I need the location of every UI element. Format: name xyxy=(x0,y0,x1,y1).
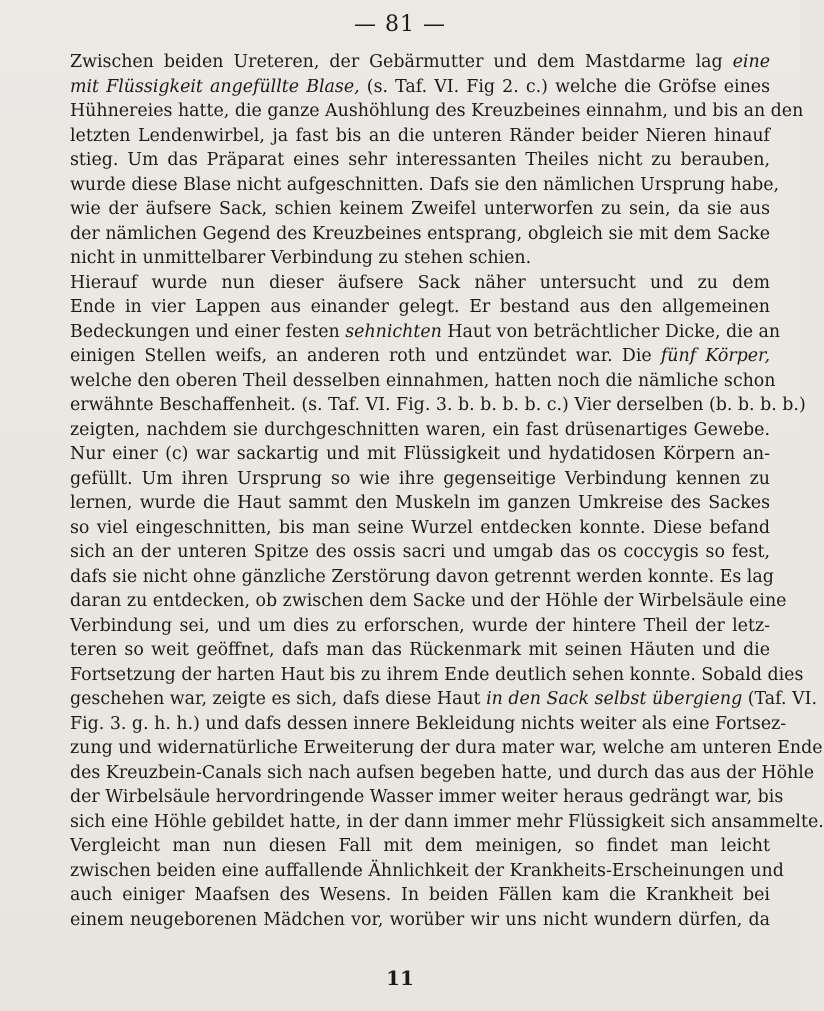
text-line: sich eine Höhle gebildet hatte, in der dann immer mehr Flüssigkeit sich ansammelte. xyxy=(70,811,824,832)
text-line: wie der äufsere Sack, schien keinem Zweifel unterworfen zu sein, da sie aus xyxy=(70,199,770,219)
text-line: einem neugeborenen Mädchen vor, worüber wir uns nicht wundern dürfen, da xyxy=(70,909,770,930)
text-line: Hühnereies hatte, die ganze Aushöhlung des Kreuzbeines einnahm, und bis an den xyxy=(70,101,804,121)
paragraph-3 xyxy=(52,834,784,932)
text-line: gefüllt. Um ihren Ursprung so wie ihre gegenseitige Verbindung kennen zu xyxy=(70,468,770,489)
text-line: des Kreuzbein-Canals sich nach aufsen begeben hatte, und durch das aus der Höhle xyxy=(70,762,815,783)
text-line: so viel eingeschnitten, bis man seine Wurzel entdecken konnte. Diese befand xyxy=(70,517,770,538)
text-line: wurde diese Blase nicht aufgeschnitten. Dafs sie den nämlichen Ursprung habe, xyxy=(70,174,780,195)
text-line: welche den oberen Theil desselben einnahmen, hatten noch die nämliche schon xyxy=(70,370,776,391)
text-line: einigen Stellen weifs, an anderen roth und entzündet war. Die fünf Körper, xyxy=(70,346,770,366)
text-line: Bedeckungen und einer festen sehnichten Haut von beträchtlicher Dicke, die an xyxy=(70,321,781,342)
text-line: Nur einer (c) war sackartig und mit Flüssigkeit und hydatidosen Körpern an- xyxy=(70,444,770,464)
text-line: dafs sie nicht ohne gänzliche Zerstörung davon getrennt werden konnte. Es lag xyxy=(70,566,774,587)
text-line: zeigten, nachdem sie durchgeschnitten waren, ein fast drüsenartiges Gewebe. xyxy=(70,419,770,440)
text-line: Vergleicht man nun diesen Fall mit dem meinigen, so findet man leicht xyxy=(70,836,770,856)
text-line: Fortsetzung der harten Haut bis zu ihrem Ende deutlich sehen konnte. Sobald dies xyxy=(70,664,804,685)
text-line: der nämlichen Gegend des Kreuzbeines entsprang, obgleich sie mit dem Sacke xyxy=(70,223,770,244)
text-line: Fig. 3. g. h. h.) und dafs dessen innere Bekleidung nichts weiter als eine Fortsez- xyxy=(70,713,787,734)
text-line: daran zu entdecken, ob zwischen dem Sacke und der Höhle der Wirbelsäule eine xyxy=(70,591,787,611)
text-line: teren so weit geöffnet, dafs man das Rückenmark mit seinen Häuten und die xyxy=(70,640,770,660)
text-line: erwähnte Beschaffenheit. (s. Taf. VI. Fig. 3. b. b. b. b. c.) Vier derselben (b. b. b. b.) xyxy=(70,395,806,415)
text-line: Zwischen beiden Ureteren, der Gebärmutter und dem Mastdarme lag eine xyxy=(70,52,770,72)
text-line: zung und widernatürliche Erweiterung der dura mater war, welche am unteren Ende xyxy=(70,738,823,758)
text-line: lernen, wurde die Haut sammt den Muskeln im ganzen Umkreise des Sackes xyxy=(70,493,770,513)
text-line: Verbindung sei, und um dies zu erforschen, wurde der hintere Theil der letz- xyxy=(70,615,770,636)
text-line: Ende in vier Lappen aus einander gelegt. Er bestand aus den allgemeinen xyxy=(70,297,770,317)
text-line: nicht in unmittelbarer Verbindung zu stehen schien. xyxy=(70,248,532,268)
text-line: sich an der unteren Spitze des ossis sacri und umgab das os coccygis so fest, xyxy=(70,542,770,562)
text-line: letzten Lendenwirbel, ja fast bis an die unteren Ränder beider Nieren hinauf xyxy=(70,125,770,146)
text-line: zwischen beiden eine auffallende Ähnlichkeit der Krankheits-Erscheinungen und xyxy=(70,860,784,881)
italic-phrase: fünf Körper, xyxy=(660,346,770,366)
text-line: Hierauf wurde nun dieser äufsere Sack näher untersucht und zu dem xyxy=(70,272,770,293)
italic-phrase: eine xyxy=(732,52,770,72)
paragraph-1 xyxy=(52,50,804,271)
italic-phrase: in den Sack selbst übergieng xyxy=(486,689,743,709)
signature-mark: 11 xyxy=(386,966,414,990)
text-line: der Wirbelsäule hervordringende Wasser immer weiter heraus gedrängt war, bis xyxy=(70,787,784,807)
page-number: — 81 — xyxy=(354,12,446,37)
text-line: mit Flüssigkeit angefüllte Blase, (s. Taf. VI. Fig 2. c.) welche die Gröfse eines xyxy=(70,76,770,97)
text-line: stieg. Um das Präparat eines sehr interessanten Theiles nicht zu berauben, xyxy=(70,150,770,170)
text-line: auch einiger Maafsen des Wesens. In beiden Fällen kam die Krankheit bei xyxy=(70,885,770,905)
body-text xyxy=(52,50,824,932)
italic-phrase: sehnichten xyxy=(345,321,442,342)
paragraph-2 xyxy=(52,271,824,835)
text-line: geschehen war, zeigte es sich, dafs diese Haut in den Sack selbst übergieng (Taf. VI. xyxy=(70,689,817,709)
italic-phrase: mit Flüssigkeit angefüllte Blase, xyxy=(70,76,360,97)
